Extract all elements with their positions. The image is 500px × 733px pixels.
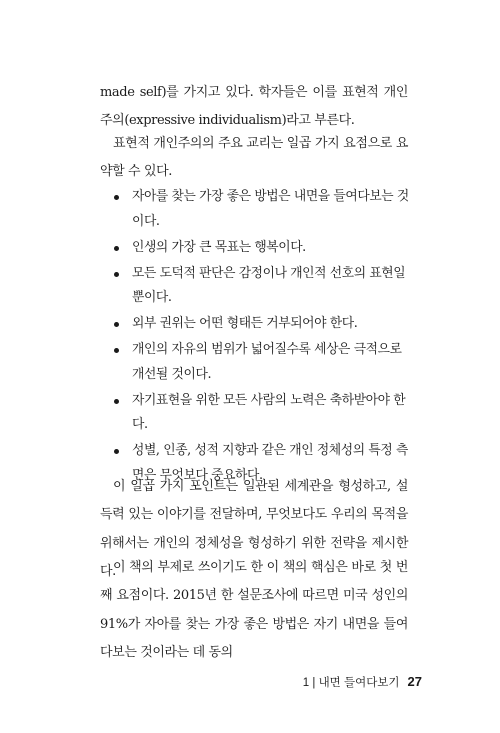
bullet-icon	[114, 399, 119, 404]
bullet-icon	[114, 348, 119, 353]
list-item: 개인의 자유의 범위가 넓어질수록 세상은 극적으로 개선될 것이다.	[100, 338, 410, 387]
bullet-icon	[114, 449, 119, 454]
bullet-icon	[114, 246, 119, 251]
bullet-icon	[114, 322, 119, 327]
list-item: 자기표현을 위한 모든 사람의 노력은 축하받아야 한다.	[100, 389, 410, 438]
tenets-list	[100, 185, 410, 490]
list-item: 성별, 인종, 성적 지향과 같은 개인 정체성의 특정 측면은 무엇보다 중요하다.	[100, 439, 410, 488]
bullet-icon	[114, 272, 119, 277]
paragraph-1: made self)를 가지고 있다. 학자들은 이를 표현적 개인주의(expressive individualism)라고 부른다.	[100, 85, 408, 129]
paragraph-4: 이 책의 부제로 쓰이기도 한 이 책의 핵심은 바로 첫 번째 요점이다. 2015년 한 설문조사에 따르면 미국 성인의 91%가 자아를 찾는 가장 좋은 방법은 자기 내면을 들여다보는 것이라는 데 동의	[100, 560, 408, 660]
list-item: 인생의 가장 큰 목표는 행복이다.	[100, 236, 410, 261]
list-item: 모든 도덕적 판단은 감정이나 개인적 선호의 표현일 뿐이다.	[100, 262, 410, 311]
page-number: 27	[407, 674, 422, 689]
list-item: 자아를 찾는 가장 좋은 방법은 내면을 들여다보는 것이다.	[100, 185, 410, 234]
list-item: 외부 권위는 어떤 형태든 거부되어야 한다.	[100, 312, 410, 337]
paragraph-2: 표현적 개인주의의 주요 교리는 일곱 가지 요점으로 요약할 수 있다.	[100, 136, 408, 180]
page-footer	[303, 674, 422, 690]
running-header-chapter: 1 | 내면 들여다보기	[302, 677, 400, 689]
paragraph-3: 이 일곱 가지 포인트는 일관된 세계관을 형성하고, 설득력 있는 이야기를 전달하며, 무엇보다도 우리의 목적을 위해서는 개인의 정체성을 형성하기 위한 전략을 제시한다.	[100, 479, 408, 579]
bullet-icon	[114, 195, 119, 200]
